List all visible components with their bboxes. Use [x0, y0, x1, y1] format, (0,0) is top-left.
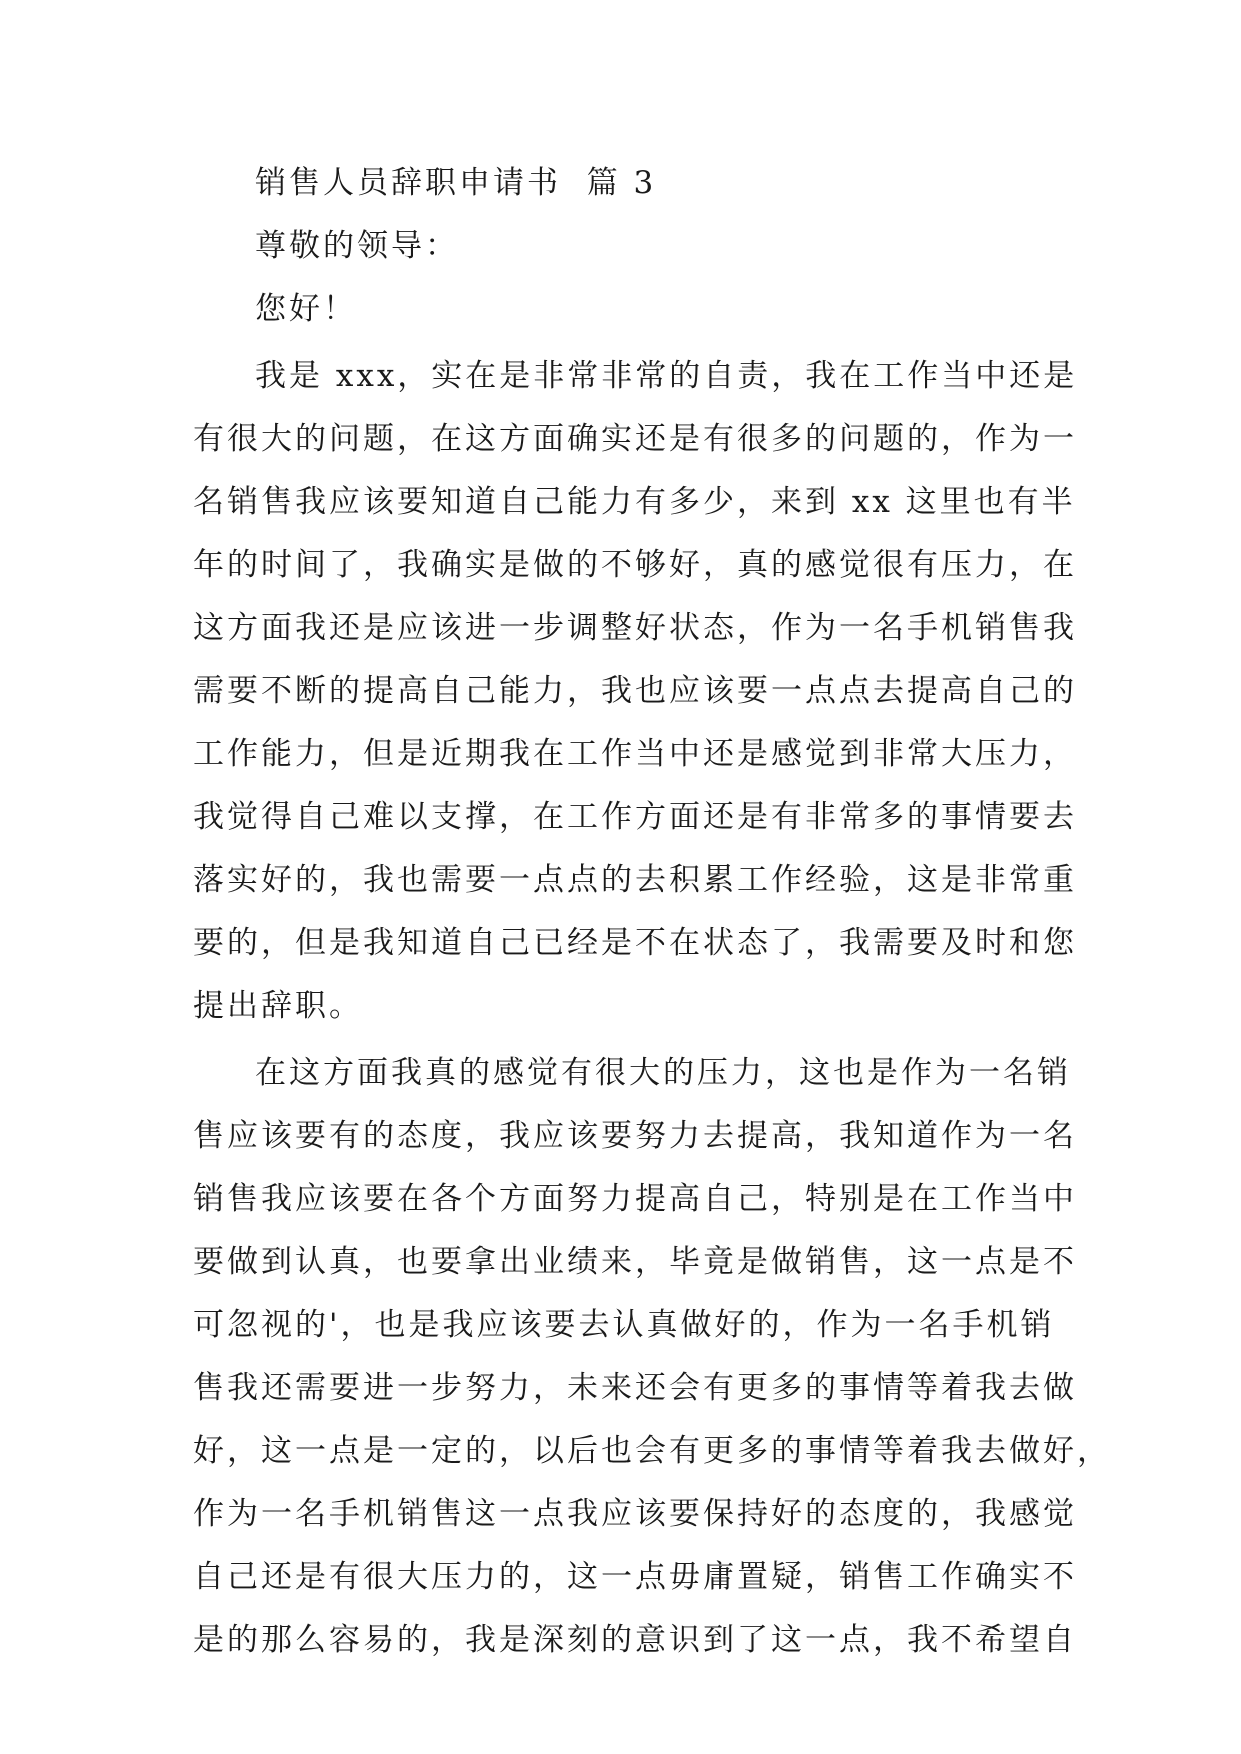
- paragraph-1: [193, 345, 1078, 1038]
- paragraph-line: 年的时间了，我确实是做的不够好，真的感觉很有压力，在: [193, 547, 1077, 583]
- paragraph-line: 名销售我应该要知道自己能力有多少，来到 xx 这里也有半: [193, 484, 1076, 520]
- paragraph-line: 在这方面我真的感觉有很大的压力，这也是作为一名销: [255, 1055, 1071, 1091]
- paragraph-line: 销售我应该要在各个方面努力提高自己，特别是在工作当中: [193, 1181, 1077, 1217]
- paragraph-line: 要做到认真，也要拿出业绩来，毕竟是做销售，这一点是不: [193, 1244, 1077, 1280]
- paragraph-line: 售应该要有的态度，我应该要努力去提高，我知道作为一名: [193, 1118, 1077, 1154]
- document-title: 销售人员辞职申请书 篇 3: [255, 165, 657, 201]
- paragraph-line: 有很大的问题，在这方面确实还是有很多的问题的，作为一: [193, 421, 1077, 457]
- paragraph-line: 工作能力，但是近期我在工作当中还是感觉到非常大压力，: [193, 736, 1077, 772]
- paragraph-line: 我是 xxx，实在是非常非常的自责，我在工作当中还是: [255, 358, 1078, 394]
- greeting: 您好！: [255, 291, 357, 327]
- paragraph-line: 是的那么容易的，我是深刻的意识到了这一点，我不希望自: [193, 1622, 1077, 1658]
- paragraph-2: [193, 1042, 1111, 1672]
- paragraph-line: 落实好的，我也需要一点点的去积累工作经验，这是非常重: [193, 862, 1077, 898]
- paragraph-line: 可忽视的'，也是我应该要去认真做好的，作为一名手机销: [193, 1307, 1055, 1343]
- paragraph-line: 自己还是有很大压力的，这一点毋庸置疑，销售工作确实不: [193, 1559, 1077, 1595]
- paragraph-line: 作为一名手机销售这一点我应该要保持好的态度的，我感觉: [193, 1496, 1077, 1532]
- paragraph-line: 售我还需要进一步努力，未来还会有更多的事情等着我去做: [193, 1370, 1077, 1406]
- paragraph-line: 我觉得自己难以支撑，在工作方面还是有非常多的事情要去: [193, 799, 1077, 835]
- paragraph-line: 好，这一点是一定的，以后也会有更多的事情等着我去做好，: [193, 1433, 1111, 1469]
- salutation: 尊敬的领导：: [255, 228, 459, 264]
- paragraph-line: 这方面我还是应该进一步调整好状态，作为一名手机销售我: [193, 610, 1077, 646]
- paragraph-line: 提出辞职。: [193, 988, 363, 1024]
- document-body: [193, 152, 1111, 1672]
- paragraph-line: 要的，但是我知道自己已经是不在状态了，我需要及时和您: [193, 925, 1077, 961]
- paragraph-line: 需要不断的提高自己能力，我也应该要一点点去提高自己的: [193, 673, 1077, 709]
